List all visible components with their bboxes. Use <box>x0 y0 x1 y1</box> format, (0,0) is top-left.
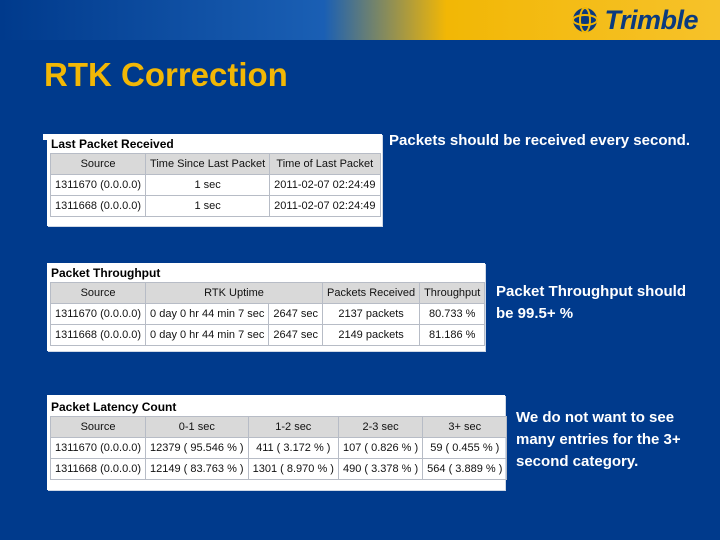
column-header: Source <box>51 154 146 175</box>
column-header: Packets Received <box>323 283 420 304</box>
table-cell: 80.733 % <box>420 304 485 325</box>
table-cell: 490 ( 3.378 % ) <box>338 459 422 480</box>
latency-table <box>50 416 507 480</box>
latency-panel <box>47 395 505 490</box>
trimble-logo <box>572 4 698 36</box>
column-header: 3+ sec <box>423 417 507 438</box>
column-header: Source <box>51 283 146 304</box>
table-cell: 1311668 (0.0.0.0) <box>51 325 146 346</box>
last-packet-panel <box>47 134 382 226</box>
table-cell: 2137 packets <box>323 304 420 325</box>
column-header: Time of Last Packet <box>270 154 380 175</box>
table-cell: 2011-02-07 02:24:49 <box>270 196 380 217</box>
table-cell: 2149 packets <box>323 325 420 346</box>
table-cell: 12149 ( 83.763 % ) <box>146 459 249 480</box>
trimble-globe-icon <box>572 7 598 33</box>
note-packets-per-second: Packets should be received every second. <box>389 132 690 149</box>
last-packet-title: Last Packet Received <box>51 137 174 151</box>
table-row <box>51 438 507 459</box>
table-cell: 1 sec <box>146 196 270 217</box>
note-latency-target: We do not want to see many entries for the 3+ second category. <box>516 409 681 470</box>
table-header-row <box>51 417 507 438</box>
table-cell: 1311668 (0.0.0.0) <box>51 196 146 217</box>
column-header: 2-3 sec <box>338 417 422 438</box>
column-header: RTK Uptime <box>146 283 323 304</box>
table-cell: 0 day 0 hr 44 min 7 sec <box>146 304 269 325</box>
table-cell: 1311670 (0.0.0.0) <box>51 438 146 459</box>
table-cell: 12379 ( 95.546 % ) <box>146 438 249 459</box>
column-header: 0-1 sec <box>146 417 249 438</box>
column-header: Time Since Last Packet <box>146 154 270 175</box>
column-header: Throughput <box>420 283 485 304</box>
table-cell: 59 ( 0.455 % ) <box>423 438 507 459</box>
table-cell: 1311670 (0.0.0.0) <box>51 304 146 325</box>
table-row <box>51 196 381 217</box>
table-cell: 411 ( 3.172 % ) <box>248 438 338 459</box>
table-row <box>51 175 381 196</box>
table-cell: 564 ( 3.889 % ) <box>423 459 507 480</box>
logo-text: Trimble <box>604 4 698 35</box>
throughput-panel <box>47 263 485 351</box>
table-row <box>51 304 485 325</box>
throughput-title: Packet Throughput <box>51 266 161 280</box>
table-cell: 107 ( 0.826 % ) <box>338 438 422 459</box>
last-packet-table <box>50 153 381 217</box>
note-throughput-target: Packet Throughput should be 99.5+ % <box>496 283 686 322</box>
table-cell: 81.186 % <box>420 325 485 346</box>
table-cell: 1311670 (0.0.0.0) <box>51 175 146 196</box>
table-cell: 2647 sec <box>269 325 323 346</box>
column-header: 1-2 sec <box>248 417 338 438</box>
table-cell: 1311668 (0.0.0.0) <box>51 459 146 480</box>
table-row <box>51 459 507 480</box>
table-header-row <box>51 154 381 175</box>
table-cell: 2011-02-07 02:24:49 <box>270 175 380 196</box>
table-cell: 1 sec <box>146 175 270 196</box>
table-row <box>51 325 485 346</box>
table-cell: 2647 sec <box>269 304 323 325</box>
table-header-row <box>51 283 485 304</box>
table-cell: 1301 ( 8.970 % ) <box>248 459 338 480</box>
table-cell: 0 day 0 hr 44 min 7 sec <box>146 325 269 346</box>
slide-title: RTK Correction <box>44 56 288 93</box>
latency-title: Packet Latency Count <box>51 400 177 414</box>
column-header: Source <box>51 417 146 438</box>
throughput-table <box>50 282 485 346</box>
